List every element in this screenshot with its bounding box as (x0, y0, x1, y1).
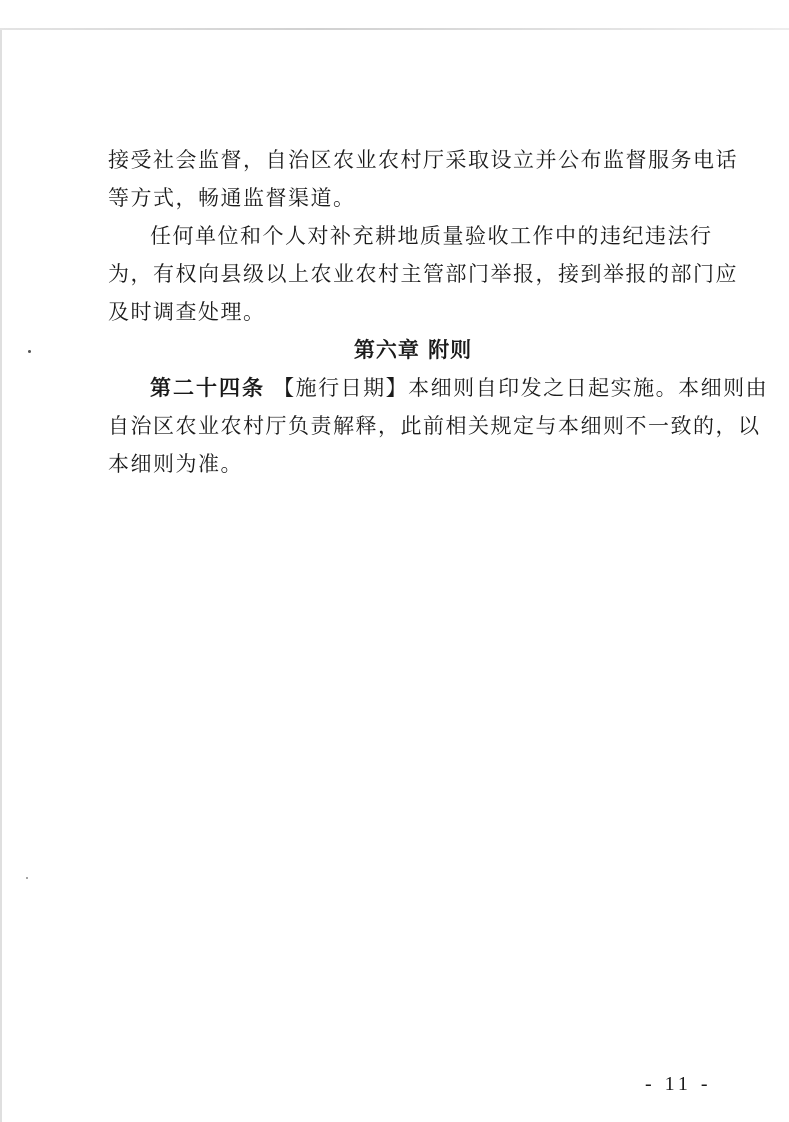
page-number: - 11 - (645, 1073, 712, 1095)
article-first-line-text: 【施行日期】本细则自印发之日起实施。本细则由 (265, 376, 769, 400)
paragraph-line: 为，有权向县级以上农业农村主管部门举报，接到举报的部门应 (108, 262, 738, 286)
chapter-title: 第六章 附则 (353, 338, 473, 362)
scan-speck (28, 350, 31, 353)
paragraph-line: 任何单位和个人对补充耕地质量验收工作中的违纪违法行 (150, 224, 713, 248)
scan-speck (26, 877, 28, 879)
paragraph-line: 本细则为准。 (108, 452, 243, 476)
scan-edge-top (0, 28, 789, 30)
paragraph-line: 接受社会监督，自治区农业农村厅采取设立并公布监督服务电话 (108, 148, 738, 172)
paragraph-line: 及时调查处理。 (108, 300, 266, 324)
paragraph-line: 自治区农业农村厅负责解释，此前相关规定与本细则不一致的，以 (108, 414, 761, 438)
paragraph-line: 等方式，畅通监督渠道。 (108, 186, 356, 210)
document-body (108, 141, 769, 483)
scan-edge-left (0, 30, 2, 1122)
article-number: 第二十四条 (150, 376, 265, 400)
article-first-line (108, 369, 769, 407)
